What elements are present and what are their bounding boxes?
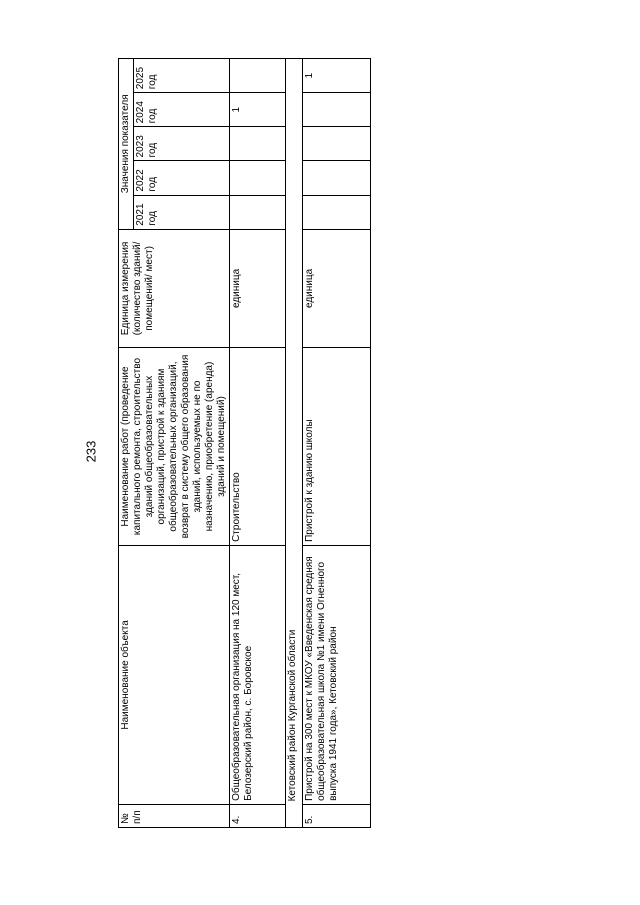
row-work: Строительство	[230, 348, 286, 546]
row-num: 4.	[230, 804, 286, 827]
row-value-2024	[303, 93, 371, 127]
row-object: Пристрой на 300 мест к МКОУ «Введенская средняя общеобразовательная школа №1 имени Огненного выпуска 1941 года», Кетовский район	[303, 545, 371, 804]
header-num: № п/п	[119, 804, 230, 827]
row-unit: единица	[303, 229, 371, 347]
table-row	[230, 59, 286, 828]
region-label: Кетовский район Курганской области	[286, 59, 303, 805]
header-year-2024: 2024 год	[134, 93, 230, 127]
row-value-2025	[230, 59, 286, 93]
indicators-table	[118, 58, 371, 828]
row-work: Пристрой к зданию школы	[303, 348, 371, 546]
row-value-2021	[303, 195, 371, 229]
row-unit: единица	[230, 229, 286, 347]
header-object: Наименование объекта	[119, 545, 230, 804]
row-object: Общеобразовательная организация на 120 мест, Белозерский район, с. Боровское	[230, 545, 286, 804]
row-value-2022	[303, 161, 371, 195]
rotated-table-container	[118, 58, 378, 828]
row-value-2023	[230, 127, 286, 161]
header-year-2021: 2021 год	[134, 195, 230, 229]
row-value-2021	[230, 195, 286, 229]
header-unit: Единица измерения (количество зданий/ помещений/ мест)	[119, 229, 230, 347]
page-number: 233	[83, 440, 99, 463]
row-num: 5.	[303, 804, 371, 827]
row-value-2022	[230, 161, 286, 195]
row-value-2023	[303, 127, 371, 161]
row-value-2024: 1	[230, 93, 286, 127]
header-year-2022: 2022 год	[134, 161, 230, 195]
header-values-group: Значения показателя	[119, 59, 134, 230]
header-work: Наименование работ (проведение капитального ремонта, строительство зданий общеобразовательных организаций, пристрой к зданиям общеобразовательных организаций, возврат в систему общего образования зданий, используемых не по назначению, приобретение (аренда) зданий и помещений)	[119, 348, 230, 546]
header-year-2023: 2023 год	[134, 127, 230, 161]
row-value-2025: 1	[303, 59, 371, 93]
region-row	[286, 59, 303, 828]
header-year-2025: 2025 год	[134, 59, 230, 93]
table-row	[303, 59, 371, 828]
